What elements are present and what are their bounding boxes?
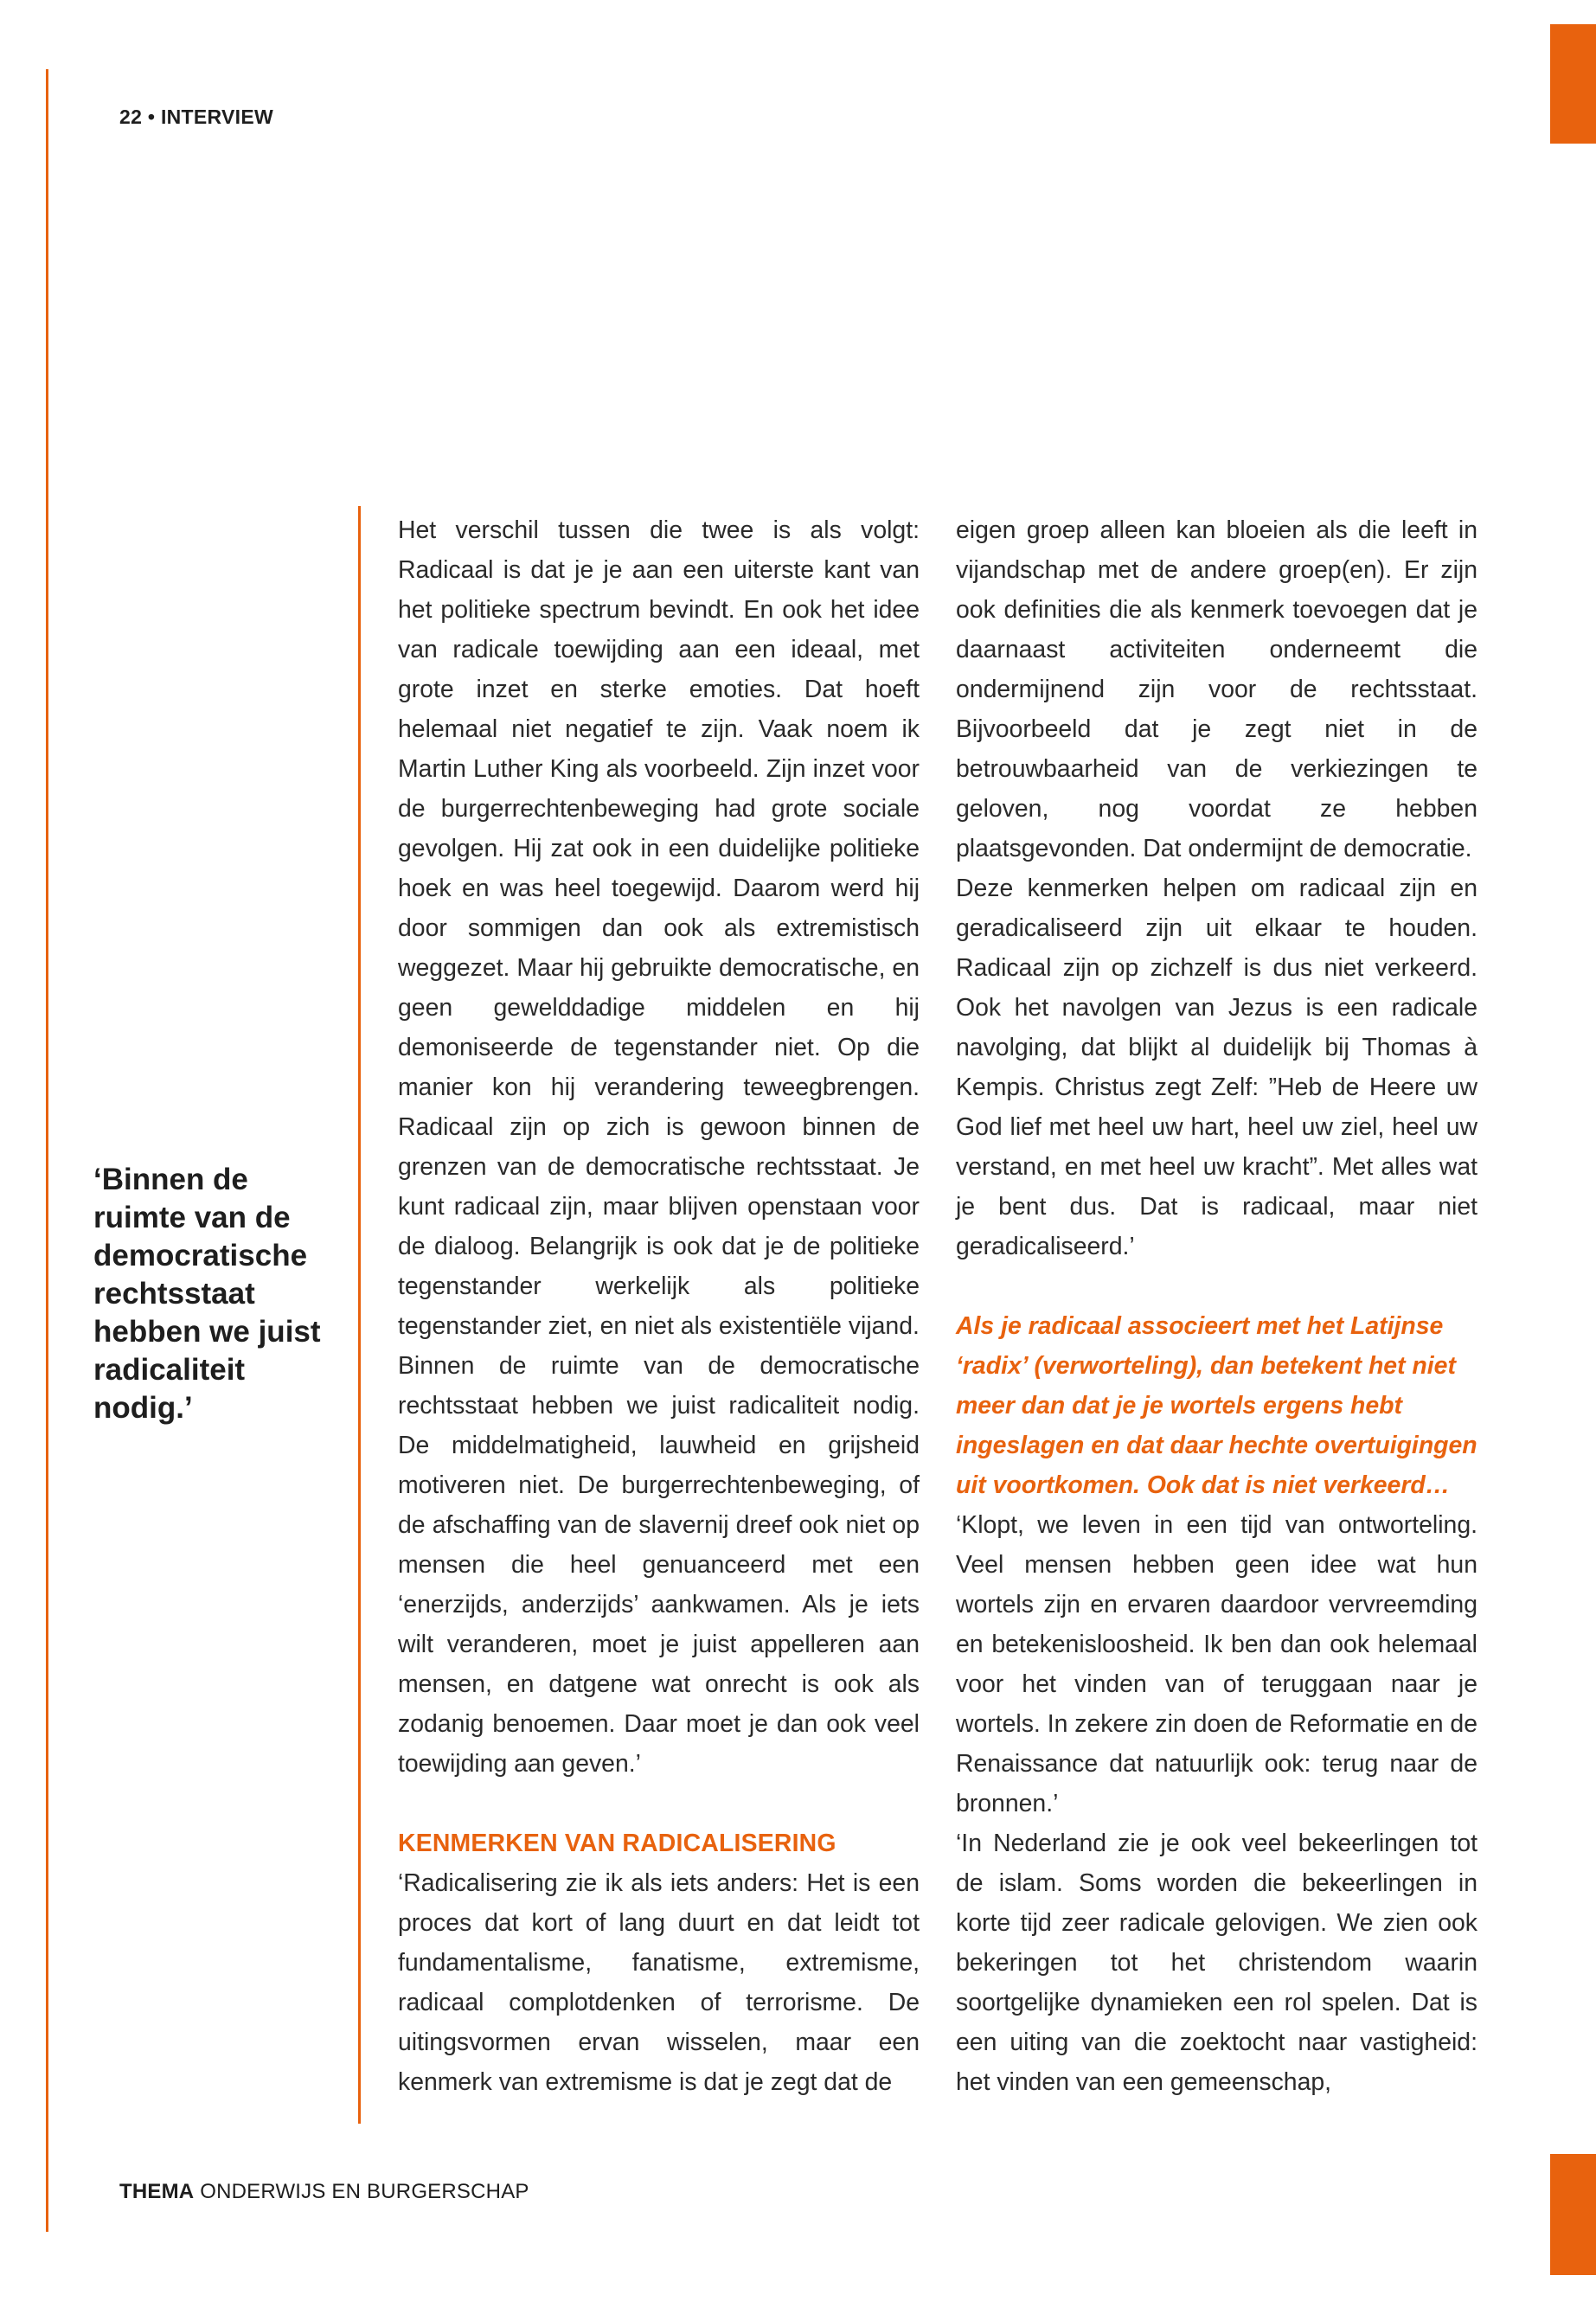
header-separator: • [147, 106, 156, 128]
margin-rule [46, 69, 48, 2232]
pull-quote: ‘Binnen de ruimte van de democratische rechtsstaat hebben we juist radicaliteit nodig.’ [93, 1163, 321, 1425]
body-paragraph: ‘Klopt, we leven in een tijd van ontworteling. Veel mensen hebben geen idee wat hun wortels zijn en ervaren daardoor vervreemding en betekenisloosheid. Ik ben dan ook helemaal voor het vinden van of teruggaan naar je wortels. In zekere zin doen de Reformatie en de Renaissance dat natuurlijk ook: terug naar de bronnen.’ [956, 1511, 1477, 1817]
page-number: 22 [119, 106, 143, 128]
text-column-2 [956, 510, 1477, 2102]
page-edge-tab-bottom [1550, 2154, 1596, 2275]
body-paragraph: ‘Radicalisering zie ik als iets anders: Het is een proces dat kort of lang duurt en dat leidt tot fundamentalisme, fanatisme, extremisme, radicaal complotdenken of terrorisme. De uitingsvormen ervan wisselen, maar een kenmerk van extremisme is dat je zegt dat de [398, 1869, 920, 2096]
page-edge-tab-top [1550, 24, 1596, 144]
text-column-1 [398, 510, 920, 2102]
body-paragraph: Deze kenmerken helpen om radicaal zijn en geradicaliseerd zijn uit elkaar te houden. Radicaal zijn op zichzelf is dus niet verkeerd. Ook het navolgen van Jezus is een radicale navolging, dat blijkt al duidelijk bij Thomas à Kempis. Christus zegt Zelf: ”Heb de Heere uw God lief met heel uw hart, heel uw ziel, heel uw verstand, en met heel uw kracht”. Met alles wat je bent dus. Dat is radicaal, maar niet geradicaliseerd.’ [956, 875, 1477, 1260]
footer-theme-title: ONDERWIJS EN BURGERSCHAP [200, 2180, 529, 2203]
body-paragraph: Binnen de ruimte van de democratische rechtsstaat hebben we juist radicaliteit nodig. De middelmatigheid, lauwheid en grijsheid motiveren niet. De burgerrechtenbeweging, of de afschaffing van de slavernij dreef ook niet op mensen die heel genuanceerd met een ‘enerzijds, anderzijds’ aankwamen. Als je iets wilt veranderen, moet je juist appelleren aan mensen, en datgene wat onrecht is ook als zodanig benoemen. Daar moet je dan ook veel toewijding aan geven.’ [398, 1352, 920, 1778]
body-paragraph: ‘In Nederland zie je ook veel bekeerlingen tot de islam. Soms worden die bekeerlingen in korte tijd zeer radicale gelovigen. We zien ook bekeringen tot het christendom waarin soortgelijke dynamieken een rol spelen. Dat is een uiting van die zoektocht naar vastigheid: het vinden van een gemeenschap, [956, 1830, 1477, 2096]
body-paragraph: Het verschil tussen die twee is als volgt: Radicaal is dat je je aan een uiterste kant van het politieke spectrum bevindt. En ook het idee van radicale toewijding aan een ideaal, met grote inzet en sterke emoties. Dat hoeft helemaal niet negatief te zijn. Vaak noem ik Martin Luther King als voorbeeld. Zijn inzet voor de burgerrechtenbeweging had grote sociale gevolgen. Hij zat ook in een duidelijke politieke hoek en was heel toegewijd. Daarom werd hij door sommigen dan ook als extremistisch weggezet. Maar hij gebruikte democratische, en geen gewelddadige middelen en hij demoniseerde de tegenstander niet. Op die manier kon hij verandering teweegbrengen. Radicaal zijn op zich is gewoon binnen de grenzen van de democratische rechtsstaat. Je kunt radicaal zijn, maar blijven openstaan voor de dialoog. Belangrijk is ook dat je de politieke tegenstander werkelijk als politieke tegenstander ziet, en niet als existentiële vijand. [398, 516, 920, 1340]
footer-thema-label: THEMA [119, 2180, 195, 2203]
running-header [119, 106, 273, 129]
running-footer [119, 2180, 529, 2204]
pull-quote-rule [358, 506, 361, 2124]
section-heading: KENMERKEN VAN RADICALISERING [398, 1830, 836, 1857]
interview-question: Als je radicaal associeert met het Latijnse ‘radix’ (verworteling), dan betekent het niet meer dan dat je je wortels ergens hebt ingeslagen en dat daar hechte overtuigingen uit voortkomen. Ook dat is niet verkeerd… [956, 1312, 1477, 1499]
body-paragraph: eigen groep alleen kan bloeien als die leeft in vijandschap met de andere groep(en). Er zijn ook definities die als kenmerk toevoegen dat je daarnaast activiteiten onderneemt die ondermijnend zijn voor de rechtsstaat. Bijvoorbeeld dat je zegt niet in de betrouwbaarheid van de verkiezingen te geloven, nog voordat ze hebben plaatsgevonden. Dat ondermijnt de democratie. [956, 516, 1477, 862]
section-name: INTERVIEW [160, 106, 274, 128]
